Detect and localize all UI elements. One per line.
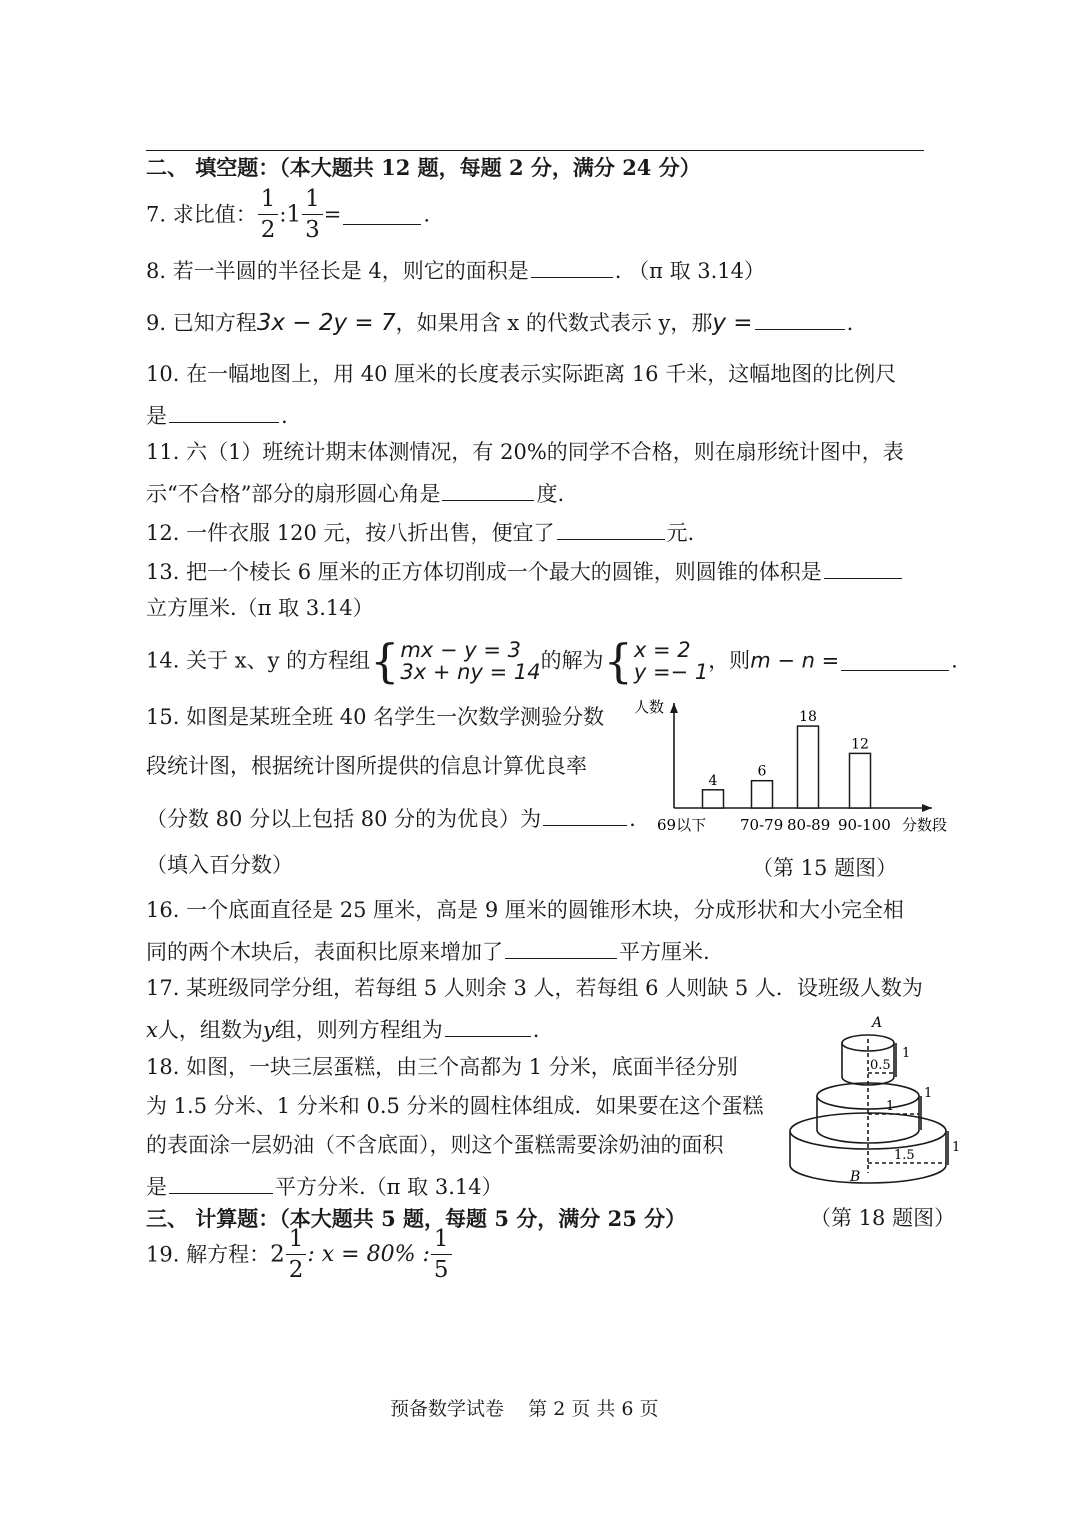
cake-height-mid: 1 xyxy=(924,1086,933,1101)
page-footer: 预备数学试卷 第 2 页 共 6 页 xyxy=(390,1398,659,1420)
bar xyxy=(703,790,724,808)
question-17-line1: 17. 某班级同学分组，若每组 5 人则余 3 人，若每组 6 人则缺 5 人．设班级人数为 xyxy=(146,976,923,1000)
q7-fraction-third: $\frac{1}{3}$ xyxy=(302,188,323,242)
bar xyxy=(798,726,819,808)
x-axis-label: 分数段 xyxy=(902,816,948,834)
q19-fraction-half: $\frac{1}{2}$ xyxy=(286,1228,307,1282)
section-heading-fill-in: 二、 填空题：（本大题共 12 题，每题 2 分，满分 24 分） xyxy=(146,155,701,180)
q8-answer-blank[interactable] xyxy=(531,258,613,278)
q11-answer-blank[interactable] xyxy=(442,481,534,501)
question-8: 8. 若一半圆的半径长是 4，则它的面积是 . （π 取 3.14） xyxy=(146,259,766,283)
chart-bars xyxy=(657,709,891,834)
q18-answer-blank[interactable] xyxy=(169,1174,273,1194)
bar-data-label: 6 xyxy=(757,763,767,780)
bar-data-label: 12 xyxy=(851,736,869,753)
q7-fraction-half: $\frac{1}{2}$ xyxy=(258,188,279,242)
cake-radius-bot: 1.5 xyxy=(894,1148,915,1163)
question-12: 12. 一件衣服 120 元，按八折出售，便宜了 元. xyxy=(146,521,695,545)
question-15-line3: （分数 80 分以上包括 80 分的为优良）为 . xyxy=(146,807,636,831)
bar xyxy=(850,753,871,808)
question-13-line1: 13. 把一个棱长 6 厘米的正方体切削成一个最大的圆锥，则圆锥的体积是 xyxy=(146,559,904,583)
x-tick-label: 70-79 xyxy=(740,816,784,834)
q15-bar-chart xyxy=(634,695,980,835)
q13-answer-blank[interactable] xyxy=(824,559,902,579)
cake-height-top: 1 xyxy=(902,1046,911,1061)
bar xyxy=(752,781,773,808)
y-axis-label: 人数 xyxy=(634,698,665,716)
question-15-line4: （填入百分数） xyxy=(146,853,293,877)
question-18-line2: 为 1.5 分米、1 分米和 0.5 分米的圆柱体组成．如果要在这个蛋糕 xyxy=(146,1094,764,1118)
question-18-line3: 的表面涂一层奶油（不含底面），则这个蛋糕需要涂奶油的面积 xyxy=(146,1133,724,1157)
x-tick-label: 69以下 xyxy=(657,816,707,834)
top-rule xyxy=(146,150,924,151)
q16-answer-blank[interactable] xyxy=(505,939,617,959)
question-18-line4: 是 平方分米.（π 取 3.14） xyxy=(146,1175,503,1199)
question-15-line1: 15. 如图是某班全班 40 名学生一次数学测验分数 xyxy=(146,705,605,729)
bar-data-label: 18 xyxy=(799,709,817,726)
cake-radius-top: 0.5 xyxy=(870,1058,891,1073)
question-16-line1: 16. 一个底面直径是 25 厘米，高是 9 厘米的圆锥形木块，分成形状和大小完全相 xyxy=(146,898,904,922)
question-10-line1: 10. 在一幅地图上，用 40 厘米的长度表示实际距离 16 千米，这幅地图的比例尺 xyxy=(146,362,897,386)
question-11-line2: 示“不合格”部分的扇形圆心角是 度. xyxy=(146,482,565,506)
q14-system-solution: x = 2 y =− 1 xyxy=(633,637,709,684)
question-19: 19. 解方程：2 $\frac{1}{2}$ : x = 80% : $\frac{1}{5}$ xyxy=(146,1228,453,1282)
x-tick-label: 90-100 xyxy=(838,816,891,834)
cake-label-b: B xyxy=(850,1169,861,1185)
question-15-line2: 段统计图，根据统计图所提供的信息计算优良率 xyxy=(146,754,587,778)
q7-answer-blank[interactable] xyxy=(343,205,421,225)
q17-answer-blank[interactable] xyxy=(445,1017,531,1037)
question-16-line2: 同的两个木块后，表面积比原来增加了 平方厘米. xyxy=(146,940,710,964)
chart-axes xyxy=(634,698,947,834)
question-9: 9. 已知方程3x − 2y = 7，如果用含 x 的代数式表示 y，那y = . xyxy=(146,310,854,336)
q9-equation: 3x − 2y = 7 xyxy=(256,310,396,336)
q14-system-equations: mx − y = 3 3x + ny = 14 xyxy=(400,637,541,684)
section-heading-calculation: 三、 计算题：（本大题共 5 题，每题 5 分，满分 25 分） xyxy=(146,1206,687,1231)
q10-answer-blank[interactable] xyxy=(169,403,279,423)
y-axis-arrow xyxy=(670,703,678,713)
q12-answer-blank[interactable] xyxy=(557,520,665,540)
cake-label-a: A xyxy=(872,1015,883,1031)
q15-answer-blank[interactable] xyxy=(543,806,627,826)
x-tick-label: 80-89 xyxy=(787,816,831,834)
bar-data-label: 4 xyxy=(708,772,718,789)
question-7: 7. 求比值： $\frac{1}{2}$ :1 $\frac{1}{3}$ = . xyxy=(146,186,431,243)
q7-prefix: 7. 求比值： xyxy=(146,202,257,227)
question-13-line2: 立方厘米.（π 取 3.14） xyxy=(146,596,374,620)
question-18-line1: 18. 如图，一块三层蛋糕，由三个高都为 1 分米，底面半径分别 xyxy=(146,1055,738,1079)
cake-radius-mid: 1 xyxy=(886,1099,895,1114)
q14-brace-1: { xyxy=(370,634,400,688)
question-14: 14. 关于 x、y 的方程组{ mx − y = 3 3x + ny = 14 的解为{ x = 2 y =− 1 ，则m − n = . xyxy=(146,634,958,688)
cake-height-bot: 1 xyxy=(952,1140,961,1155)
q9-answer-blank[interactable] xyxy=(755,310,845,330)
q14-brace-2: { xyxy=(603,634,633,688)
q14-answer-blank[interactable] xyxy=(841,651,949,671)
question-11-line1: 11. 六（1）班统计期末体测情况，有 20%的同学不合格，则在扇形统计图中，表 xyxy=(146,440,904,464)
question-17-line2: x人，组数为y组，则列方程组为 . xyxy=(146,1018,540,1042)
q18-cake-figure xyxy=(778,1013,968,1188)
x-axis-arrow xyxy=(922,804,932,812)
q18-figure-caption: （第 18 题图） xyxy=(810,1206,956,1230)
question-10-line2: 是 . xyxy=(146,404,288,428)
q15-figure-caption: （第 15 题图） xyxy=(752,856,898,880)
q19-fraction-fifth: $\frac{1}{5}$ xyxy=(431,1228,452,1282)
